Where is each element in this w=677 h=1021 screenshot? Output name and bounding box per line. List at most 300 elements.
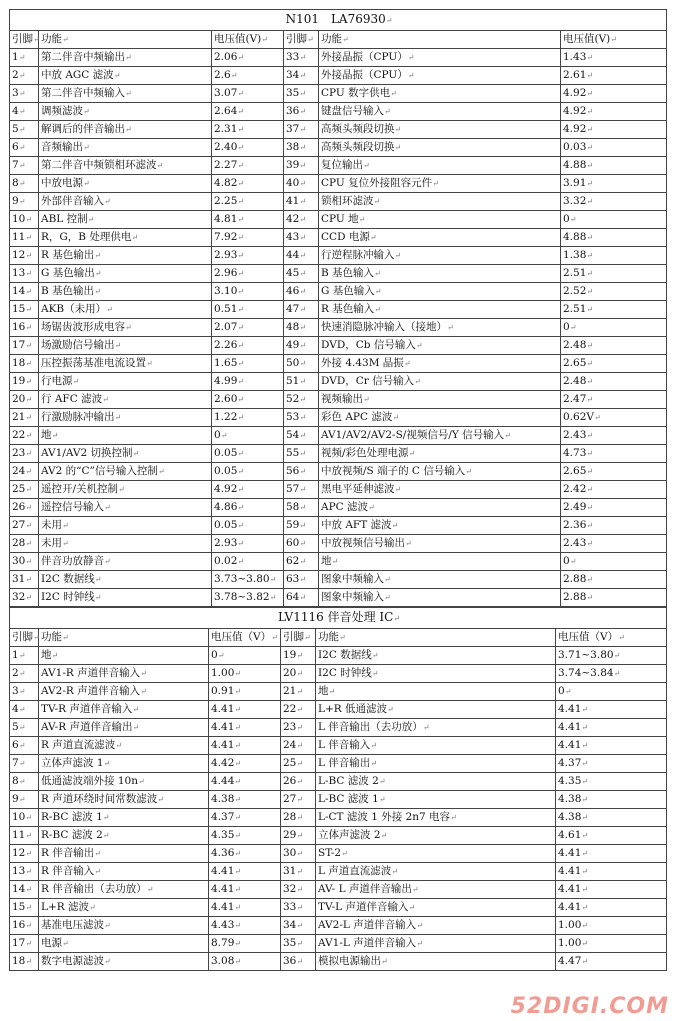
table-cell: L-BC 滤波 2↵ [316, 773, 556, 791]
table-cell: 伴音功放静音↵ [39, 553, 212, 571]
table-cell: 2.48↵ [561, 337, 667, 355]
cell-text: 遥控开/关机控制 [41, 483, 119, 495]
table-cell: 7↵ [10, 755, 39, 773]
table-cell: CPU 地↵ [319, 211, 561, 229]
cell-text: 2.60 [214, 393, 238, 405]
table-cell: AKB（未用）↵ [39, 301, 212, 319]
table-cell: 3.07↵ [212, 85, 284, 103]
cell-text: 4.41 [558, 847, 582, 859]
cell-text: 图象中频输入 [321, 591, 384, 603]
cell-text: 13 [12, 865, 26, 877]
cell-text: DVD，Cb 信号输入 [321, 339, 416, 351]
cell-text: AV2 的“C”信号输入控制 [41, 465, 158, 477]
table-cell: 场激励信号输出↵ [39, 337, 212, 355]
table-cell: 4.35↵ [209, 827, 281, 845]
column-header: 功能↵ [39, 629, 209, 647]
table-cell: 3.71~3.80↵ [556, 647, 667, 665]
cell-text: 3.73~3.80 [214, 573, 270, 585]
cell-text: 54 [286, 429, 300, 441]
table-cell: R 声道环绕时间常数滤波↵ [39, 791, 209, 809]
table-cell: 2↵ [10, 665, 39, 683]
cell-text: 11 [12, 231, 26, 243]
table-row [10, 683, 667, 701]
cell-text: 37 [286, 123, 300, 135]
la76930-pin-table [9, 9, 667, 607]
table-cell: 1.00↵ [556, 935, 667, 953]
cell-text: 4.47 [558, 955, 582, 967]
table-row [10, 953, 667, 971]
cell-text: R 伴音输出 [41, 847, 95, 859]
table-cell: 45↵ [284, 265, 319, 283]
table-cell: TV-L 声道伴音输入↵ [316, 899, 556, 917]
cell-text: 2.96 [214, 267, 238, 279]
table-cell: 23↵ [281, 719, 316, 737]
table-cell: L 伴音输出（去功放）↵ [316, 719, 556, 737]
table-cell: L-CT 滤波 1 外接 2n7 电容↵ [316, 809, 556, 827]
table-cell: 2.51↵ [561, 301, 667, 319]
table-cell: 立体声滤波 2↵ [316, 827, 556, 845]
cell-text: 2.47 [563, 393, 587, 405]
table-cell: R 伴音输入↵ [39, 863, 209, 881]
table-cell: 电源↵ [39, 935, 209, 953]
table-cell: 外接晶振（CPU）↵ [319, 49, 561, 67]
table-row [10, 589, 667, 607]
table-cell: 4.88↵ [561, 229, 667, 247]
table-cell: 3.91↵ [561, 175, 667, 193]
cell-text: 2 [12, 69, 19, 81]
cell-text: 2 [12, 667, 19, 679]
table-cell: 0↵ [561, 211, 667, 229]
cell-text: 4.41 [558, 739, 582, 751]
cell-text: 4.37 [211, 811, 235, 823]
cell-text: 28 [12, 537, 26, 549]
cell-text: AV- L 声道伴音输出 [318, 883, 412, 895]
table-cell: 2.27↵ [212, 157, 284, 175]
table-row [10, 337, 667, 355]
cell-text: 2.51 [563, 303, 587, 315]
table-row [10, 103, 667, 121]
table-cell: 6↵ [10, 737, 39, 755]
cell-text: 3.74~3.84 [558, 667, 614, 679]
cell-text: 16 [12, 321, 26, 333]
cell-text: AV-R 声道伴音输出 [41, 721, 133, 733]
table-cell: 4.41↵ [209, 719, 281, 737]
table-cell: CCD 电源↵ [319, 229, 561, 247]
cell-text: R 伴音输出（去功放） [41, 883, 147, 895]
column-header-text: 功能 [318, 631, 339, 643]
cell-text: 0.05 [214, 519, 238, 531]
table-cell: 4.88↵ [561, 157, 667, 175]
table-cell: 解调后的伴音输出↵ [39, 121, 212, 139]
table-cell: 50↵ [284, 355, 319, 373]
table-cell: 低通滤波端外接 10n↵ [39, 773, 209, 791]
table-cell: 4.37↵ [209, 809, 281, 827]
table-cell: 4.41↵ [209, 701, 281, 719]
cell-text: 4.41 [558, 721, 582, 733]
table-cell: 3↵ [10, 683, 39, 701]
table-cell: 中放电源↵ [39, 175, 212, 193]
table-cell: 4.41↵ [556, 863, 667, 881]
table-row [10, 773, 667, 791]
table-cell: 4.82↵ [212, 175, 284, 193]
table-cell: AV- L 声道伴音输出↵ [316, 881, 556, 899]
cell-text: AV1-L 声道伴音输入 [318, 937, 417, 949]
table-cell: R 基色输入↵ [319, 301, 561, 319]
table-row [10, 719, 667, 737]
table-cell: 4.41↵ [209, 881, 281, 899]
table-cell: 高频头频段切换↵ [319, 139, 561, 157]
table-cell: 4.41↵ [209, 737, 281, 755]
table-cell: 2.51↵ [561, 265, 667, 283]
table-cell: 0.03↵ [561, 139, 667, 157]
table-cell: 2.93↵ [212, 535, 284, 553]
table-cell: I2C 时钟线↵ [316, 665, 556, 683]
table-cell: 35↵ [281, 935, 316, 953]
table-cell: 压控振荡基准电流设置↵ [39, 355, 212, 373]
cell-text: 35 [283, 937, 297, 949]
cell-text: 57 [286, 483, 300, 495]
table-cell: 4.36↵ [209, 845, 281, 863]
table-cell: 4.35↵ [556, 773, 667, 791]
cell-text: I2C 时钟线 [318, 667, 372, 679]
table-row [10, 319, 667, 337]
table-cell: 4.38↵ [556, 809, 667, 827]
cell-text: TV-R 声道伴音输入 [41, 703, 133, 715]
cell-text: L+R 低通滤波 [318, 703, 388, 715]
table-cell: AV1-L 声道伴音输入↵ [316, 935, 556, 953]
table-row [10, 409, 667, 427]
cell-text: 17 [12, 339, 26, 351]
cell-text: 2.42 [563, 483, 587, 495]
cell-text: 0 [558, 685, 565, 697]
cell-text: 0.91 [211, 685, 235, 697]
cell-text: AV1/AV2/AV2-S/视频信号/Y 信号输入 [321, 429, 505, 441]
table-cell: 0↵ [561, 553, 667, 571]
cell-text: L-BC 滤波 2 [318, 775, 379, 787]
table-cell: 4.37↵ [556, 755, 667, 773]
table-cell: 2.26↵ [212, 337, 284, 355]
table-cell: 2.25↵ [212, 193, 284, 211]
table-cell: 未用↵ [39, 535, 212, 553]
cell-text: 0.05 [214, 465, 238, 477]
table-cell: 24↵ [10, 463, 39, 481]
table-cell: 2↵ [10, 67, 39, 85]
column-header-text: 电压值（V） [558, 631, 619, 643]
table-cell: 64↵ [284, 589, 319, 607]
cell-text: 2.07 [214, 321, 238, 333]
table-row [10, 265, 667, 283]
table-cell: 12↵ [10, 247, 39, 265]
table-cell: 0↵ [556, 683, 667, 701]
column-header: 功能↵ [319, 31, 561, 49]
table-cell: 31↵ [10, 571, 39, 589]
table-row [10, 49, 667, 67]
cell-text: 快速消隐脉冲输入（接地） [321, 321, 447, 333]
table-cell: 56↵ [284, 463, 319, 481]
cell-text: 11 [12, 829, 26, 841]
table-cell: 15↵ [10, 899, 39, 917]
table-cell: 2.07↵ [212, 319, 284, 337]
table-row [10, 571, 667, 589]
table-cell: 中放视频信号输出↵ [319, 535, 561, 553]
cell-text: 4.61 [558, 829, 582, 841]
table-cell: 行激励脉冲输出↵ [39, 409, 212, 427]
cell-text: 0.62V [563, 411, 594, 423]
table-cell: B 基色输入↵ [319, 265, 561, 283]
cell-text: 2.25 [214, 195, 238, 207]
table-cell: 0.05↵ [212, 445, 284, 463]
table-cell: 1.65↵ [212, 355, 284, 373]
table-cell: 0.02↵ [212, 553, 284, 571]
table-cell: R，G，B 处理供电↵ [39, 229, 212, 247]
cell-text: 行逆程脉冲输入 [321, 249, 395, 261]
table-cell: 4.73↵ [561, 445, 667, 463]
column-header: 引脚↵ [281, 629, 316, 647]
cell-text: 第二伴音中频输入 [41, 87, 125, 99]
table-cell: 4.41↵ [556, 719, 667, 737]
cell-text: 2.31 [214, 123, 238, 135]
table-title-text: LV1116 伴音处理 IC [278, 610, 394, 624]
cell-text: L 声道直流滤波 [318, 865, 392, 877]
table-cell: 10↵ [10, 809, 39, 827]
cell-text: AKB（未用） [41, 303, 107, 315]
cell-text: 高频头频段切换 [321, 123, 395, 135]
cell-text: 立体声滤波 2 [318, 829, 381, 841]
table-cell: 3.74~3.84↵ [556, 665, 667, 683]
cell-text: 38 [286, 141, 300, 153]
site-watermark: 52DIGI.COM [510, 994, 669, 1019]
cell-text: 33 [283, 901, 297, 913]
cell-text: 3.71~3.80 [558, 649, 614, 661]
table-cell: 17↵ [10, 935, 39, 953]
table-cell: 27↵ [281, 791, 316, 809]
cell-text: 4.35 [558, 775, 582, 787]
cell-text: R 基色输入 [321, 303, 375, 315]
cell-text: 24 [12, 465, 26, 477]
cell-text: 外接 4.43M 晶振 [321, 357, 404, 369]
table-cell: AV1/AV2/AV2-S/视频信号/Y 信号输入↵ [319, 427, 561, 445]
cell-text: 64 [286, 591, 300, 603]
cell-text: 0.03 [563, 141, 587, 153]
cell-text: 场激励信号输出 [41, 339, 115, 351]
cell-text: 遥控信号输入 [41, 501, 104, 513]
cell-text: G 基色输出 [41, 267, 95, 279]
table-cell: B 基色输出↵ [39, 283, 212, 301]
cell-text: 2.88 [563, 573, 587, 585]
cell-text: 2.65 [563, 465, 587, 477]
table-row [10, 881, 667, 899]
document-sheet [9, 9, 666, 971]
cell-text: R-BC 滤波 2 [41, 829, 103, 841]
cell-text: 18 [12, 357, 26, 369]
cell-text: L 伴音输出（去功放） [318, 721, 423, 733]
cell-text: 26 [12, 501, 26, 513]
cell-text: 23 [283, 721, 297, 733]
cell-text: 2.27 [214, 159, 238, 171]
table-cell: 2.48↵ [561, 373, 667, 391]
table-row [10, 481, 667, 499]
cell-text: 40 [286, 177, 300, 189]
cell-text: 51 [286, 375, 300, 387]
cell-text: 键盘信号输入 [321, 105, 384, 117]
table-cell: 高频头频段切换↵ [319, 121, 561, 139]
cell-text: 4.86 [214, 501, 238, 513]
column-header: 引脚↵ [10, 629, 39, 647]
cell-text: 1.00 [558, 919, 582, 931]
table-row [10, 863, 667, 881]
cell-text: 音频输出 [41, 141, 83, 153]
cell-text: 32 [12, 591, 26, 603]
cell-text: 36 [286, 105, 300, 117]
cell-text: 4.41 [211, 703, 235, 715]
table-cell: 1.00↵ [209, 665, 281, 683]
cell-text: 12 [12, 847, 26, 859]
table-cell: 音频输出↵ [39, 139, 212, 157]
table-row [10, 283, 667, 301]
table-cell: 4.61↵ [556, 827, 667, 845]
cell-text: 中放电源 [41, 177, 83, 189]
cell-text: 立体声滤波 1 [41, 757, 104, 769]
table-cell: 立体声滤波 1↵ [39, 755, 209, 773]
cell-text: 17 [12, 937, 26, 949]
table-cell: 2.61↵ [561, 67, 667, 85]
column-header-text: 电压值(V) [563, 33, 611, 45]
cell-text: APC 滤波 [321, 501, 369, 513]
cell-text: 4.92 [563, 123, 587, 135]
cell-text: 地 [41, 429, 52, 441]
table-cell: 2.47↵ [561, 391, 667, 409]
cell-text: 14 [12, 883, 26, 895]
table-cell: 遥控开/关机控制↵ [39, 481, 212, 499]
table-row [10, 355, 667, 373]
table-cell: 地↵ [316, 683, 556, 701]
cell-text: 4.41 [558, 703, 582, 715]
table-header-row [10, 31, 667, 49]
cell-text: 2.36 [563, 519, 587, 531]
table-cell: 22↵ [281, 701, 316, 719]
table-cell: G 基色输出↵ [39, 265, 212, 283]
cell-text: 调频滤波 [41, 105, 83, 117]
cell-text: 2.65 [563, 357, 587, 369]
column-header: 功能↵ [316, 629, 556, 647]
table-cell: 25↵ [281, 755, 316, 773]
table-cell: 32↵ [281, 881, 316, 899]
cell-text: 4.88 [563, 159, 587, 171]
cell-text: R-BC 滤波 1 [41, 811, 103, 823]
column-header-text: 引脚 [12, 631, 33, 643]
column-header-text: 功能 [41, 631, 62, 643]
table-cell: 25↵ [10, 481, 39, 499]
cell-text: I2C 数据线 [41, 573, 95, 585]
table-cell: 55↵ [284, 445, 319, 463]
table-cell: 37↵ [284, 121, 319, 139]
table-cell: 7.92↵ [212, 229, 284, 247]
table-row [10, 391, 667, 409]
table-cell: 32↵ [10, 589, 39, 607]
table-cell: L 伴音输出↵ [316, 755, 556, 773]
cell-text: 8 [12, 177, 19, 189]
table-cell: 0.91↵ [209, 683, 281, 701]
cell-text: 图象中频输入 [321, 573, 384, 585]
column-header-text: 功能 [41, 33, 62, 45]
cell-text: 25 [283, 757, 297, 769]
table-cell: 第二伴音中频锁相环滤波↵ [39, 157, 212, 175]
cell-text: CCD 电源 [321, 231, 370, 243]
cell-text: 1.00 [211, 667, 235, 679]
cell-text: 52 [286, 393, 300, 405]
table-cell: 3.08↵ [209, 953, 281, 971]
table-cell: 36↵ [281, 953, 316, 971]
cell-text: 复位输出 [321, 159, 363, 171]
table-cell: I2C 数据线↵ [39, 571, 212, 589]
table-cell: 视频输出↵ [319, 391, 561, 409]
cell-text: DVD，Cr 信号输入 [321, 375, 415, 387]
table-cell: 33↵ [284, 49, 319, 67]
table-row [10, 139, 667, 157]
table-cell: 遥控信号输入↵ [39, 499, 212, 517]
table-cell: 地↵ [39, 427, 212, 445]
cell-text: 行激励脉冲输出 [41, 411, 115, 423]
table-title: LV1116 伴音处理 IC↵ [10, 608, 667, 629]
cell-text: 视频输出 [321, 393, 363, 405]
table-title-text: N101 LA76930 [285, 12, 386, 26]
cell-text: ABL 控制 [41, 213, 88, 225]
cell-text: 4.73 [563, 447, 587, 459]
table-cell: 21↵ [281, 683, 316, 701]
cell-text: 4.41 [558, 883, 582, 895]
table-row [10, 553, 667, 571]
cell-text: 8 [12, 775, 19, 787]
cell-text: I2C 数据线 [318, 649, 372, 661]
cell-text: 行电源 [41, 375, 73, 387]
cell-text: 4.38 [558, 793, 582, 805]
table-cell: 调频滤波↵ [39, 103, 212, 121]
cell-text: CPU 地 [321, 213, 359, 225]
cell-text: 1.38 [563, 249, 587, 261]
table-cell: CPU 数字供电↵ [319, 85, 561, 103]
column-header-text: 电压值（V） [211, 631, 272, 643]
cell-text: 4.35 [211, 829, 235, 841]
table-cell: L 伴音输入↵ [316, 737, 556, 755]
table-cell: 28↵ [281, 809, 316, 827]
column-header: 引脚↵ [284, 31, 319, 49]
cell-text: 1.22 [214, 411, 238, 423]
table-cell: 0↵ [561, 319, 667, 337]
table-row [10, 917, 667, 935]
table-cell: 2.40↵ [212, 139, 284, 157]
cell-text: 4.38 [211, 793, 235, 805]
table-cell: 2.60↵ [212, 391, 284, 409]
cell-text: 2.06 [214, 51, 238, 63]
cell-text: 基准电压滤波 [41, 919, 104, 931]
column-header: 电压值（V）↵ [556, 629, 667, 647]
cell-text: 2.40 [214, 141, 238, 153]
table-cell: 4.41↵ [556, 701, 667, 719]
table-row [10, 301, 667, 319]
column-header: 电压值(V)↵ [561, 31, 667, 49]
table-row [10, 535, 667, 553]
cell-text: 1.43 [563, 51, 587, 63]
cell-text: 4.82 [214, 177, 238, 189]
table-cell: I2C 时钟线↵ [39, 589, 212, 607]
table-cell: L-BC 滤波 1↵ [316, 791, 556, 809]
table-cell: R-BC 滤波 1↵ [39, 809, 209, 827]
table-cell: 0.51↵ [212, 301, 284, 319]
cell-text: 外部伴音输入 [41, 195, 104, 207]
cell-text: 彩色 APC 滤波 [321, 411, 393, 423]
cell-text: 2.49 [563, 501, 587, 513]
cell-text: 21 [12, 411, 26, 423]
